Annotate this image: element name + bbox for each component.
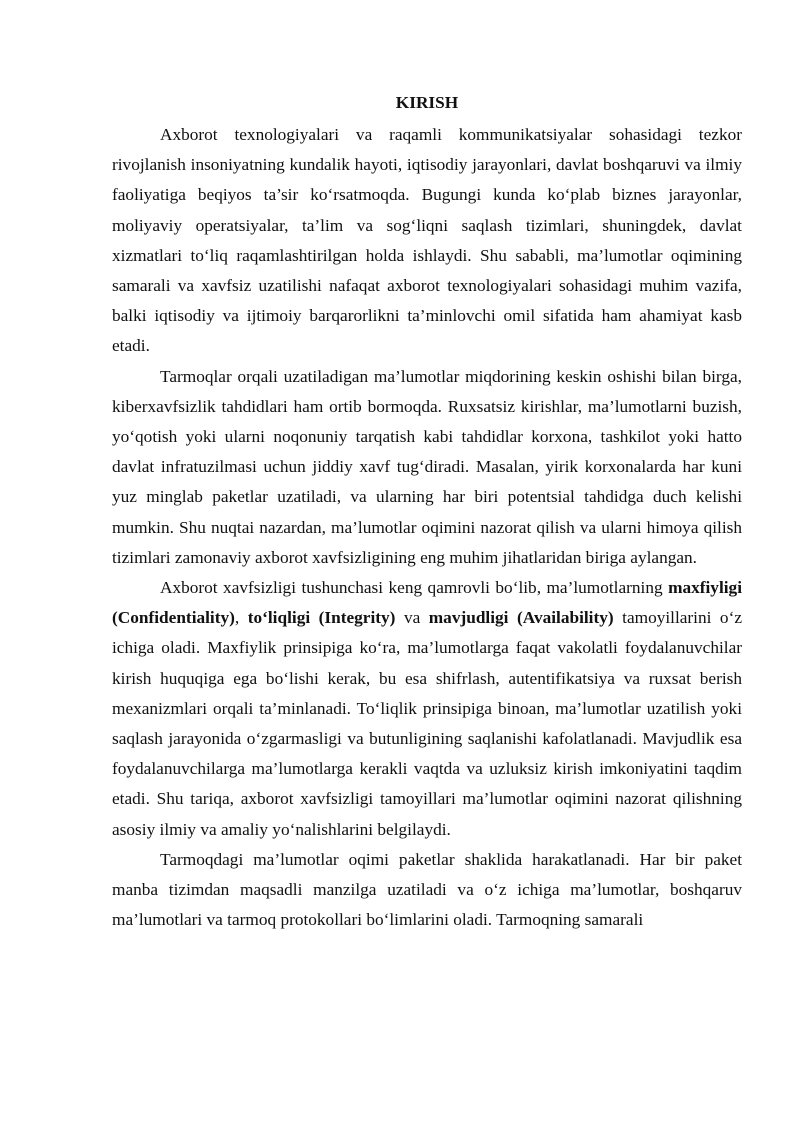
page-title: KIRISH (395, 93, 459, 112)
paragraph-1: Axborot texnologiyalari va raqamli kommunikatsiyalar sohasidagi tezkor rivojlanish insoniyatning kundalik hayoti, iqtisodiy jarayonlari, davlat boshqaruvi va ilmiy faoliyatiga beqiyos ta’sir ko‘rsatmoqda. Bugungi kunda ko‘plab biznes jarayonlar, moliyaviy operatsiyalar, ta’lim va sog‘liqni saqlash tizimlari, shuningdek, davlat xizmatlari to‘liq raqamlashtirilgan holda ishlaydi. Shu sababli, ma’lumotlar oqimining samarali va xavfsiz uzatilishi nafaqat axborot texnologiyalari sohasidagi muhim vazifa, balki iqtisodiy va ijtimoiy barqarorlikni ta’minlovchi omil sifatida ham ahamiyat kasb etadi. (112, 125, 742, 356)
document-body (112, 88, 742, 935)
paragraph-3-text-4: tamoyillarini o‘z ichiga oladi. Maxfiylik prinsipiga ko‘ra, ma’lumotlarga faqat vakolatli foydalanuvchilar kirish huquqiga ega bo‘lishi kerak, bu esa shifrlash, autentifikatsiya va ruxsat berish mexanizmlari orqali ta’minlanadi. To‘liqlik prinsipiga binoan, ma’lumotlar uzatilish yoki saqlash jarayonida o‘zgarmasligi va butunligining saqlanishi kafolatlanadi. Mavjudlik esa foydalanuvchilarga ma’lumotlarga kerakli vaqtda va uzluksiz kirish imkoniyatini taqdim etadi. Shu tariqa, axborot xavfsizligi tamoyillari ma’lumotlar oqimini nazorat qilishning asosiy ilmiy va amaliy yo‘nalishlarini belgilaydi. (112, 608, 742, 839)
paragraph-3-text-1: Axborot xavfsizligi tushunchasi keng qamrovli bo‘lib, ma’lumotlarning (160, 578, 669, 598)
availability-term: mavjudligi (Availability) (428, 608, 614, 628)
confidentiality-term: maxfiyligi (Confidentiality) (112, 578, 742, 628)
paragraph-2: Tarmoqlar orqali uzatiladigan ma’lumotlar miqdorining keskin oshishi bilan birga, kiberxavfsizlik tahdidlari ham ortib bormoqda. Ruxsatsiz kirishlar, ma’lumotlarni buzish, yo‘qotish yoki ularni noqonuniy tarqatish kabi tahdidlar korxona, tashkilot yoki hatto davlat infratuzilmasi uchun jiddiy xavf tug‘diradi. Masalan, yirik korxonalarda har kuni yuz minglab paketlar uzatiladi, va ularning har biri potentsial tahdidga duch kelishi mumkin. Shu nuqtai nazardan, ma’lumotlar oqimini nazorat qilish va ularni himoya qilish tizimlari zamonaviy axborot xavfsizligining eng muhim jihatlaridan biriga aylangan. (112, 366, 742, 567)
paragraph-3 (112, 573, 742, 845)
paragraph-3-text-2: , (234, 608, 248, 628)
paragraph-4: Tarmoqdagi ma’lumotlar oqimi paketlar shaklida harakatlanadi. Har bir paket manba tizimdan maqsadli manzilga uzatiladi va o‘z ichiga ma’lumotlar, boshqaruv ma’lumotlari va tarmoq protokollari bo‘limlarini oladi. Tarmoqning samarali (112, 849, 742, 930)
integrity-term: to‘liqligi (Integrity) (247, 608, 396, 628)
paragraph-3-text-3: va (395, 608, 429, 628)
